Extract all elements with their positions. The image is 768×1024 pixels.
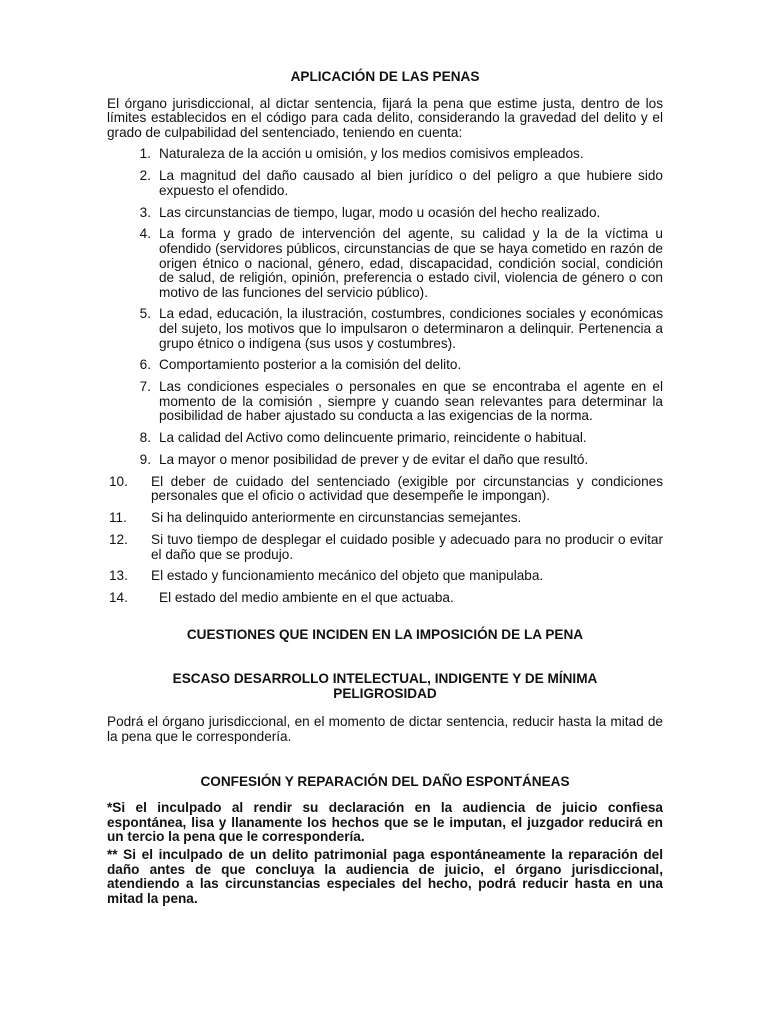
- list-item-text: El deber de cuidado del sentenciado (exigible por circunstancias y condiciones personales que el oficio o actividad que desempeñe le impongan).: [151, 473, 663, 504]
- list-item-text: Si ha delinquido anteriormente en circunstancias semejantes.: [151, 510, 522, 526]
- list-item: [107, 206, 663, 221]
- list-item: [107, 169, 663, 198]
- list-item-number: 12.: [109, 531, 128, 547]
- list-item-number: 4.: [139, 226, 151, 242]
- list-item-number: 13.: [109, 568, 128, 584]
- list-item: [107, 453, 663, 468]
- section-title-escaso: [107, 672, 663, 701]
- section-title-cuestiones: CUESTIONES QUE INCIDEN EN LA IMPOSICIÓN DE LA PENA: [186, 626, 584, 642]
- list-item: [107, 431, 663, 446]
- list-item: [107, 358, 663, 373]
- list-item: [107, 227, 663, 300]
- list-item-text: Naturaleza de la acción u omisión, y los medios comisivos empleados.: [159, 146, 584, 162]
- list-item-number: 2.: [139, 168, 151, 184]
- list-item-number: 1.: [139, 146, 151, 162]
- list-item-text: La mayor o menor posibilidad de prever y de evitar el daño que resultó.: [159, 451, 589, 467]
- list-item: [107, 569, 663, 584]
- list-item: [107, 147, 663, 162]
- list-item: [107, 307, 663, 351]
- list-item-text: El estado y funcionamiento mecánico del objeto que manipulaba.: [151, 568, 544, 584]
- intro-paragraph: El órgano jurisdiccional, al dictar sentencia, fijará la pena que estime justa, dentro de los límites establecidos en el código para cada delito, considerando la gravedad del delito y el grado de culpabilidad del sentenciado, teniendo en cuenta:: [107, 95, 663, 140]
- list-item-number: 5.: [139, 306, 151, 322]
- reduction-paragraph: Podrá el órgano jurisdiccional, en el momento de dictar sentencia, reducir hasta la mitad de la pena que le correspondería.: [107, 714, 663, 745]
- list-item-number: 9.: [139, 451, 151, 467]
- confession-paragraph: *Si el inculpado al rendir su declaración en la audiencia de juicio confiesa espontánea, lisa y llanamente los hechos que se le imputan, el juzgador reducirá en un tercio la pena que le correspondería.: [107, 800, 663, 845]
- list-item-number: 7.: [139, 379, 151, 395]
- section-title-aplicacion: APLICACIÓN DE LAS PENAS: [290, 69, 480, 84]
- list-item: [107, 475, 663, 504]
- list-item: [107, 380, 663, 424]
- list-item-text: Comportamiento posterior a la comisión del delito.: [159, 357, 462, 373]
- list-item: [107, 511, 663, 526]
- section-title-confesion: CONFESIÓN Y REPARACIÓN DEL DAÑO ESPONTÁNEAS: [200, 773, 570, 789]
- list-item-number: 6.: [139, 357, 151, 373]
- list-item: [107, 533, 663, 562]
- document-body: [107, 70, 663, 906]
- list-item-text: Si tuvo tiempo de desplegar el cuidado posible y adecuado para no producir o evitar el daño que se produjo.: [151, 531, 663, 562]
- list-item-text: La edad, educación, la ilustración, costumbres, condiciones sociales y económicas del sujeto, los motivos que lo impulsaron o determinaron a delinquir. Pertenencia a grupo étnico o indígena (sus usos y costumbres).: [159, 306, 663, 351]
- list-item-text: La forma y grado de intervención del agente, su calidad y la de la víctima u ofendido (servidores públicos, circunstancias de que se haya cometido en razón de origen étnico o nacional, género, edad, discapacidad, condición social, condición de salud, de religión, opinión, preferencia o estado civil, violencia de género o con motivo de las funciones del servicio público).: [159, 226, 663, 300]
- list-item-text: La calidad del Activo como delincuente primario, reincidente o habitual.: [159, 430, 587, 446]
- list-item-text: La magnitud del daño causado al bien jurídico o del peligro a que hubiere sido expuesto el ofendido.: [159, 168, 663, 198]
- list-item-number: 10.: [109, 473, 128, 489]
- section-title-escaso-line2: PELIGROSIDAD: [333, 685, 437, 701]
- list-item-text: Las circunstancias de tiempo, lugar, modo u ocasión del hecho realizado.: [159, 204, 601, 220]
- list-item-number: 14.: [109, 590, 128, 606]
- list-item-number: 8.: [139, 430, 151, 446]
- section-title-escaso-line1: ESCASO DESARROLLO INTELECTUAL, INDIGENTE Y DE MÍNIMA: [172, 671, 598, 687]
- list-item-text: El estado del medio ambiente en el que actuaba.: [159, 590, 454, 606]
- list-item: [107, 591, 663, 606]
- list-item-number: 11.: [109, 510, 127, 526]
- criteria-list: [107, 147, 663, 605]
- reparation-paragraph: ** Si el inculpado de un delito patrimonial paga espontáneamente la reparación del daño antes de que concluya la audiencia de juicio, el órgano jurisdiccional, atendiendo a las circunstancias especiales del hecho, podrá reducir hasta en una mitad la pena.: [107, 847, 663, 906]
- list-item-number: 3.: [139, 204, 151, 220]
- list-item-text: Las condiciones especiales o personales en que se encontraba el agente en el momento de la comisión , siempre y cuando sean relevantes para determinar la posibilidad de haber ajustado su conducta a las exigencias de la norma.: [159, 379, 663, 424]
